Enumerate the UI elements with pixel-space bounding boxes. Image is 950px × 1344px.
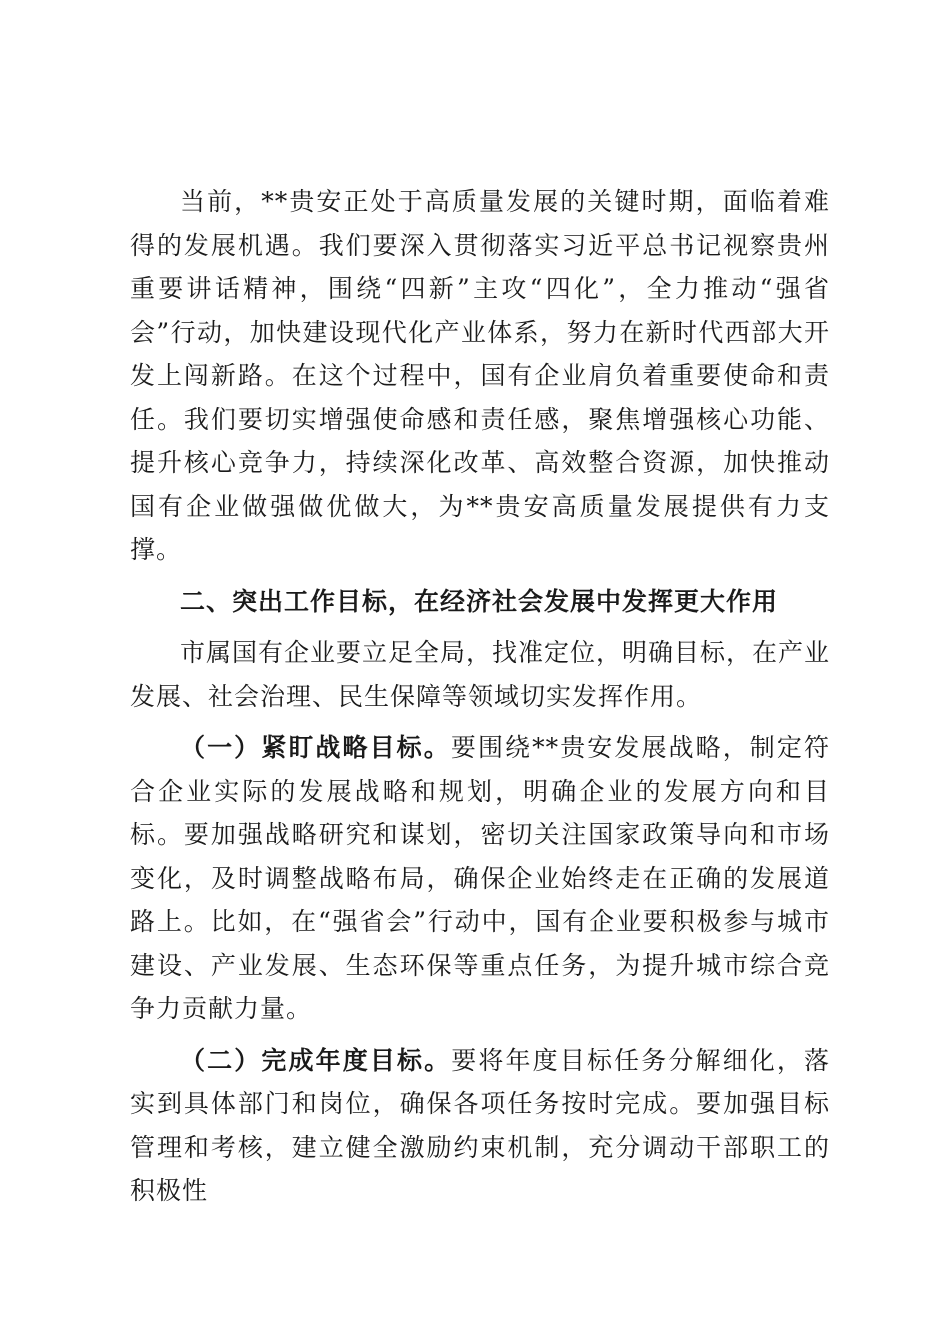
section-heading [130,580,830,624]
intro-paragraph-text: 当前，**贵安正处于高质量发展的关键时期，面临着难得的发展机遇。我们要深入贯彻落实习近平总书记视察贵州重要讲话精神，围绕“四新”主攻“四化”，全力推动“强省会”行动，加快建设现代化产业体系，努力在新时代西部大开发上闯新路。在这个过程中，国有企业肩负着重要使命和责任。我们要切实增强使命感和责任感，聚焦增强核心功能、提升核心竞争力，持续深化改革、高效整合资源，加快推动国有企业做强做优做大，为**贵安高质量发展提供有力支撑。 [130,187,830,564]
item-annual-lead: （二）完成年度目标。 [180,1045,452,1075]
item-annual-paragraph [130,1039,830,1213]
item-annual-text: 要将年度目标任务分解细化，落实到具体部门和岗位，确保各项任务按时完成。要加强目标管理和考核，建立健全激励约束机制，充分调动干部职工的积极性 [130,1045,830,1205]
item-strategy-paragraph [130,726,830,1031]
section-heading-text: 二、突出工作目标，在经济社会发展中发挥更大作用 [180,586,779,616]
item-strategy-text: 要围绕**贵安发展战略，制定符合企业实际的发展战略和规划，明确企业的发展方向和目标。要加强战略研究和谋划，密切关注国家政策导向和市场变化，及时调整战略布局，确保企业始终走在正确的发展道路上。比如，在“强省会”行动中，国有企业要积极参与城市建设、产业发展、生态环保等重点任务，为提升城市综合竞争力贡献力量。 [130,733,830,1023]
document-body [130,180,830,1221]
section-intro-text: 市属国有企业要立足全局，找准定位，明确目标，在产业发展、社会治理、民生保障等领域切实发挥作用。 [130,638,831,711]
intro-paragraph [130,180,830,572]
item-strategy-lead: （一）紧盯战略目标。 [180,733,451,762]
section-intro-paragraph [130,631,830,718]
